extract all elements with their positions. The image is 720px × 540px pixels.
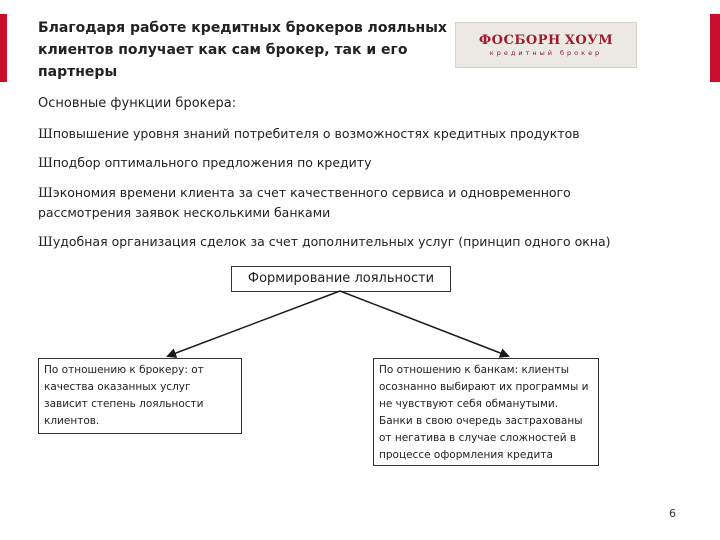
bullet-text: повышение уровня знаний потребителя о возможностях кредитных продуктов — [52, 126, 580, 141]
left-node-broker: По отношению к брокеру: от качества оказанных услуг зависит степень лояльности клиентов. — [38, 358, 242, 434]
bullet-text: удобная организация сделок за счет дополнительных услуг (принцип одного окна) — [52, 234, 611, 249]
logo-name-part1: ФОСБОРН — [478, 32, 561, 48]
bullet-marker: Ш — [38, 156, 53, 171]
slide-title: Благодаря работе кредитных брокеров лояльных клиентов получает как сам брокер, так и его партнеры — [38, 20, 447, 80]
right-node-banks: По отношению к банкам: клиенты осознанно выбирают их программы и не чувствуют себя обманутыми. Банки в свою очередь застрахованы от негатива в случае сложностей в процессе оформления кредита — [373, 358, 599, 466]
center-node-loyalty: Формирование лояльности — [231, 266, 451, 292]
bullet-text: подбор оптимального предложения по кредиту — [52, 155, 372, 170]
page-number: 6 — [669, 507, 676, 520]
arrow-to-right-box — [340, 291, 508, 356]
bullet-text: экономия времени клиента за счет качественного сервиса и одновременного рассмотрения заявок несколькими банками — [38, 185, 571, 220]
bullet-marker: Ш — [38, 235, 53, 250]
logo-name-part2: ХОУМ — [564, 32, 614, 48]
bullet-marker: Ш — [38, 186, 53, 201]
arrow-to-left-box — [168, 291, 340, 356]
intro-heading: Основные функции брокера: — [38, 96, 237, 111]
logo-tagline: кредитный брокер — [489, 48, 603, 57]
bullet-marker: Ш — [38, 127, 53, 142]
